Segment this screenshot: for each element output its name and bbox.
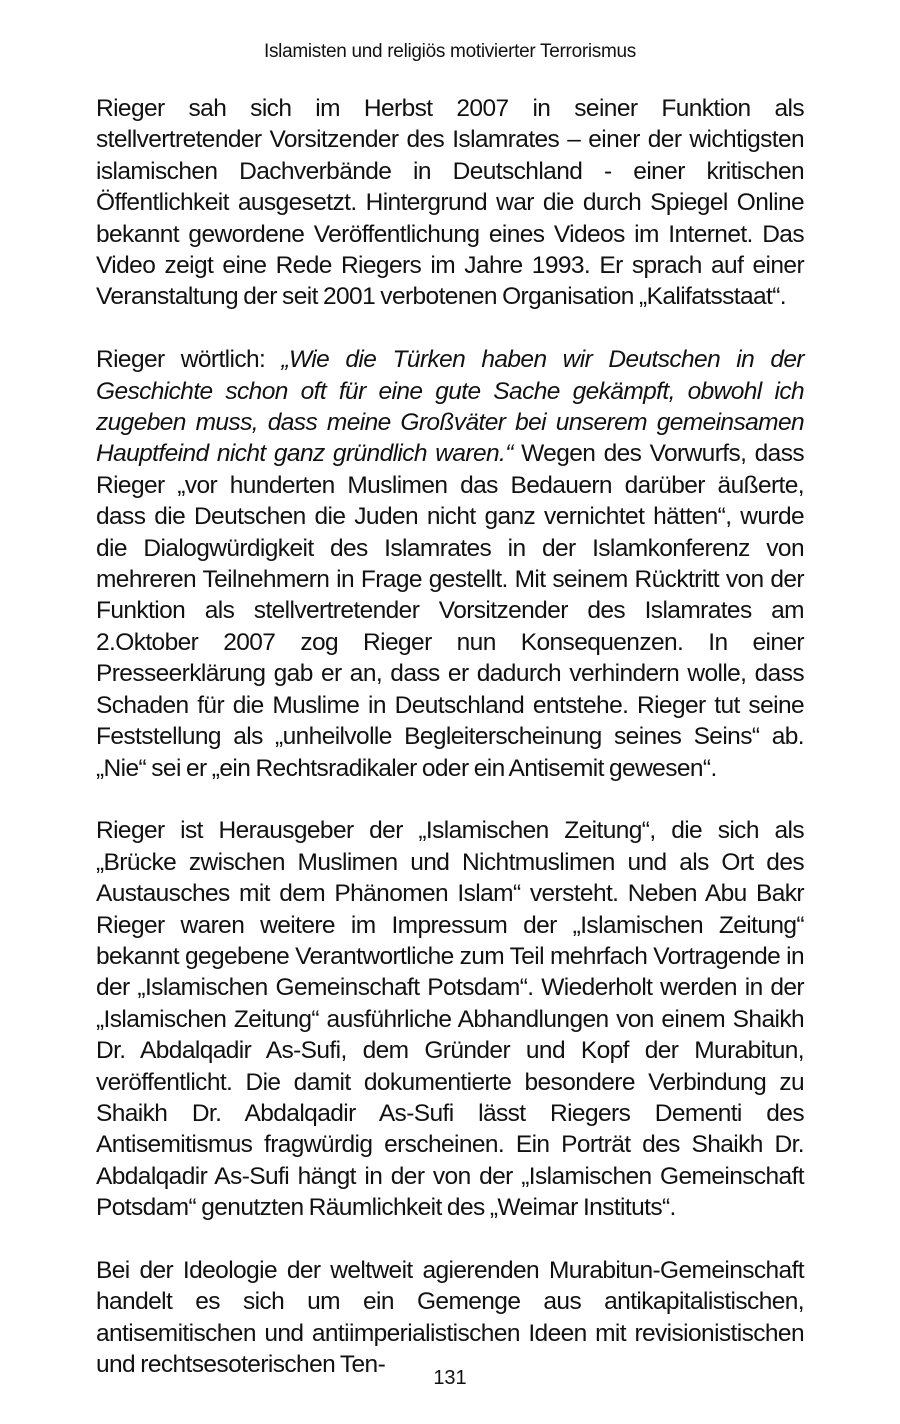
paragraph-4: Bei der Ideologie der weltweit agierenden Murabitun-Gemeinschaft handelt es sich um ein Gemenge aus antikapitalistischen, antisemitischen und antiimperialistischen Ideen mit revisionistischen und rechtsesoterischen Ten- [96, 1256, 804, 1379]
paragraph-2-intro: Rieger wörtlich: [96, 346, 282, 374]
body-text [96, 93, 804, 1381]
page-number: 131 [433, 1367, 467, 1389]
paragraph-1: Rieger sah sich im Herbst 2007 in seiner Funktion als stellvertretender Vorsitzender des Islamrates – einer der wichtigsten islamischen Dachverbände in Deutschland - einer kritischen Öffentlichkeit ausgesetzt. Hintergrund war die durch Spiegel Online bekannt gewordene Veröffentlichung eines Videos im Internet. Das Video zeigt eine Rede Riegers im Jahre 1993. Er sprach auf einer Veranstaltung der seit 2001 verbotenen Organisation „Kalifatsstaat“. [96, 95, 804, 311]
paragraph-2-rest: Wegen des Vorwurfs, dass Rieger „vor hunderten Muslimen das Bedauern darüber äußerte, dass die Deutschen die Juden nicht ganz vernichtet hätten“, wurde die Dialogwürdigkeit des Islamrates in der Islamkonferenz von mehreren Teilnehmern in Frage gestellt. Mit seinem Rücktritt von der Funktion als stellvertretender Vorsitzender des Islamrates am 2.Oktober 2007 zog Rieger nun Konsequenzen. In einer Presseerklärung gab er an, dass er dadurch verhindern wolle, dass Schaden für die Muslime in Deutschland entstehe. Rieger tut seine Feststellung als „unheilvolle Begleiterscheinung seines Seins“ ab. „Nie“ sei er „ein Rechtsradikaler oder ein Antisemit gewesen“. [96, 440, 804, 782]
rieger-quote: „Wie die Türken haben wir Deutschen in der Geschichte schon oft für eine gute Sache gekämpft, obwohl ich zugeben muss, dass meine Großväter bei unserem gemeinsamen Hauptfeind nicht ganz gründlich waren.“ [96, 346, 804, 468]
paragraph-3: Rieger ist Herausgeber der „Islamischen Zeitung“, die sich als „Brücke zwischen Muslimen und Nichtmuslimen und als Ort des Austausches mit dem Phänomen Islam“ versteht. Neben Abu Bakr Rieger waren weitere im Impressum der „Islamischen Zeitung“ bekannt gegebene Verantwortliche zum Teil mehrfach Vortragende in der „Islamischen Gemeinschaft Potsdam“. Wiederholt werden in der „Islamischen Zeitung“ ausführliche Abhandlungen von einem Shaikh Dr. Abdalqadir As-Sufi, dem Gründer und Kopf der Murabitun, veröffentlicht. Die damit dokumentierte besondere Verbindung zu Shaikh Dr. Abdalqadir As-Sufi lässt Riegers Dementi des Antisemitismus fragwürdig erscheinen. Ein Porträt des Shaikh Dr. Abdalqadir As-Sufi hängt in der von der „Islamischen Gemeinschaft Potsdam“ genutzten Räumlichkeit des „Weimar Instituts“. [96, 817, 804, 1222]
running-head: Islamisten und religiös motivierter Terrorismus [263, 41, 636, 62]
paragraph-2 [96, 344, 804, 784]
